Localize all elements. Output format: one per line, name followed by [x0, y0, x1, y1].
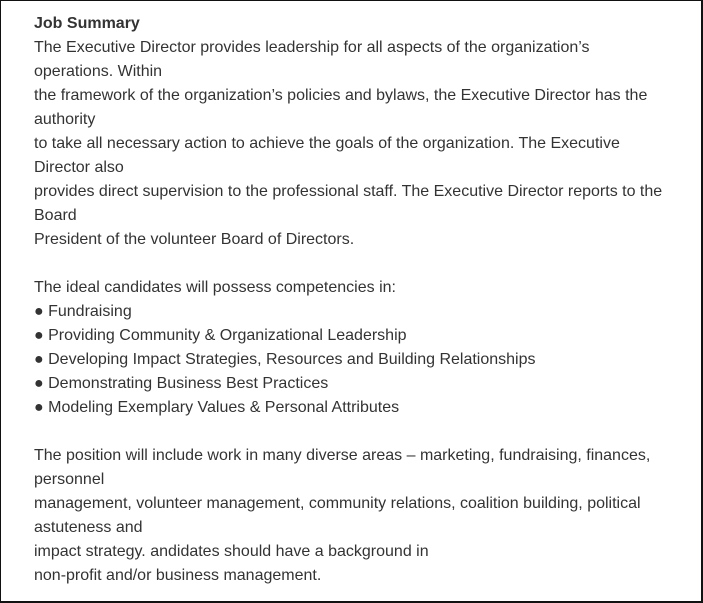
text-line: Board: [34, 207, 77, 224]
text-line: provides direct supervision to the professional staff. The Executive Director reports to the: [34, 183, 663, 200]
text-line: authority: [34, 111, 96, 128]
text-line: non-profit and/or business management.: [34, 567, 322, 584]
text-line: astuteness and: [34, 519, 143, 536]
text-line: The position will include work in many diverse areas – marketing, fundraising, finances,: [34, 447, 651, 464]
blank-line: [34, 252, 701, 276]
text-line: operations. Within: [34, 63, 163, 80]
overview-paragraph: [34, 36, 701, 252]
position-paragraph: [34, 444, 701, 588]
list-item: ● Providing Community & Organizational Leadership: [34, 327, 407, 344]
list-item: ● Demonstrating Business Best Practices: [34, 375, 329, 392]
text-line: management, volunteer management, community relations, coalition building, political: [34, 495, 641, 512]
list-item: ● Developing Impact Strategies, Resources and Building Relationships: [34, 351, 536, 368]
section-title: Job Summary: [34, 15, 140, 32]
competencies-intro: The ideal candidates will possess competencies in:: [34, 279, 396, 296]
text-line: the framework of the organization’s policies and bylaws, the Executive Director has the: [34, 87, 648, 104]
blank-line: [34, 420, 701, 444]
text-line: impact strategy. andidates should have a background in: [34, 543, 429, 560]
competencies-list: [34, 300, 701, 420]
text-line: Director also: [34, 159, 124, 176]
list-item: ● Modeling Exemplary Values & Personal Attributes: [34, 399, 400, 416]
text-line: to take all necessary action to achieve the goals of the organization. The Executive: [34, 135, 620, 152]
list-item: ● Fundraising: [34, 303, 132, 320]
text-line: personnel: [34, 471, 105, 488]
text-line: President of the volunteer Board of Directors.: [34, 231, 355, 248]
text-line: The Executive Director provides leadership for all aspects of the organization’s: [34, 39, 590, 56]
